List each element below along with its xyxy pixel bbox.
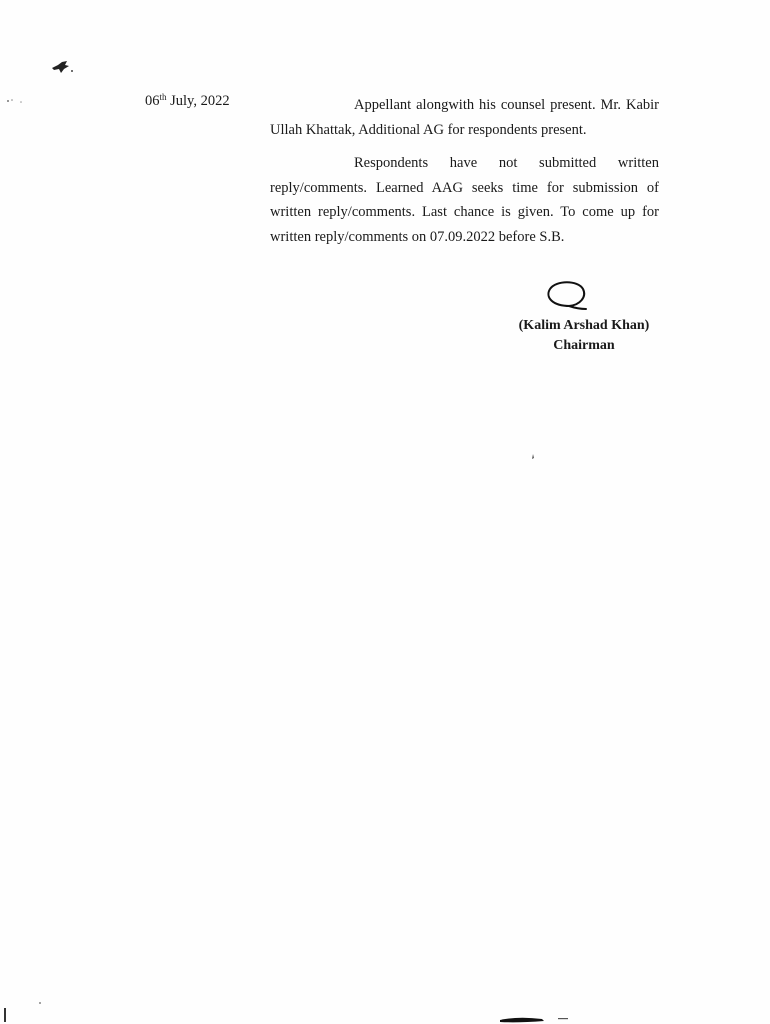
order-date (145, 93, 230, 110)
order-paragraph-direction: Respondents have not submitted written reply/comments. Learned AAG seeks time for submission of written reply/comments. Last chance is given. To come up for written reply/comments on 07.09.2022 before S.B. (270, 155, 659, 245)
date-rest: July, 2022 (166, 93, 230, 109)
signature-block (490, 276, 678, 356)
date-day: 06 (145, 93, 160, 109)
order-body (270, 93, 659, 249)
speck-left-margin (6, 98, 24, 104)
signatory-name: (Kalim Arshad Khan) (518, 318, 650, 333)
speck-middle (531, 454, 535, 460)
speck-bottom-left (2, 1000, 52, 1024)
order-paragraph-attendance: Appellant alongwith his counsel present. Mr. Kabir Ullah Khattak, Additional AG for respondents present. (270, 97, 659, 138)
handwritten-signature (542, 276, 590, 316)
stray-mark-top-left (50, 56, 76, 78)
stray-mark-bottom (498, 1014, 578, 1024)
date-suffix: th (159, 92, 167, 102)
signatory-title: Chairman (553, 338, 615, 353)
